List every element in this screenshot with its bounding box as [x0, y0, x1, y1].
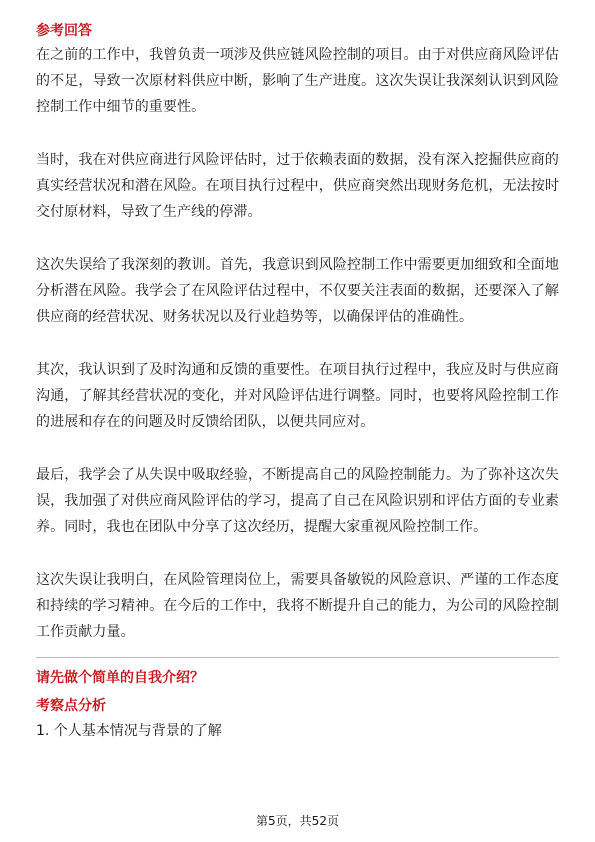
paragraph-gap	[36, 435, 559, 462]
paragraph-gap	[36, 330, 559, 357]
section-divider	[36, 657, 559, 658]
analysis-heading: 考察点分析	[36, 698, 106, 714]
paragraph: 在之前的工作中，我曾负责一项涉及供应链风险控制的项目。由于对供应商风险评估的不足，导致一次原材料供应中断，影响了生产进度。这次失误让我深刻认识到风险控制工作中细节的重要性。	[36, 47, 559, 115]
paragraph-gap	[36, 540, 559, 567]
paragraph-gap	[36, 225, 559, 252]
list-item: 1. 个人基本情况与背景的了解	[36, 723, 222, 739]
paragraph: 这次失误给了我深刻的教训。首先，我意识到风险控制工作中需要更加细致和全面地分析潜在风险。我学会了在风险评估过程中，不仅要关注表面的数据，还要深入了解供应商的经营状况、财务状况以及行业趋势等，以确保评估的准确性。	[36, 257, 559, 325]
paragraph: 其次，我认识到了及时沟通和反馈的重要性。在项目执行过程中，我应及时与供应商沟通，了解其经营状况的变化，并对风险评估进行调整。同时，也要将风险控制工作的进展和存在的问题及时反馈给团队，以便共同应对。	[36, 362, 559, 430]
paragraph: 这次失误让我明白，在风险管理岗位上，需要具备敏锐的风险意识、严谨的工作态度和持续的学习精神。在今后的工作中，我将不断提升自己的能力，为公司的风险控制工作贡献力量。	[36, 572, 559, 640]
document-page	[36, 20, 559, 744]
page-number: 第5页，共52页	[256, 814, 339, 828]
paragraph: 最后，我学会了从失误中吸取经验，不断提高自己的风险控制能力。为了弥补这次失误，我加强了对供应商风险评估的学习，提高了自己在风险识别和评估方面的专业素养。同时，我也在团队中分享了这次经历，提醒大家重视风险控制工作。	[36, 467, 559, 535]
answer-heading: 参考回答	[36, 23, 92, 39]
paragraph: 当时，我在对供应商进行风险评估时，过于依赖表面的数据，没有深入挖掘供应商的真实经营状况和潜在风险。在项目执行过程中，供应商突然出现财务危机，无法按时交付原材料，导致了生产线的停滞。	[36, 152, 559, 220]
paragraph-gap	[36, 120, 559, 147]
question-heading: 请先做个简单的自我介绍？	[36, 670, 204, 686]
